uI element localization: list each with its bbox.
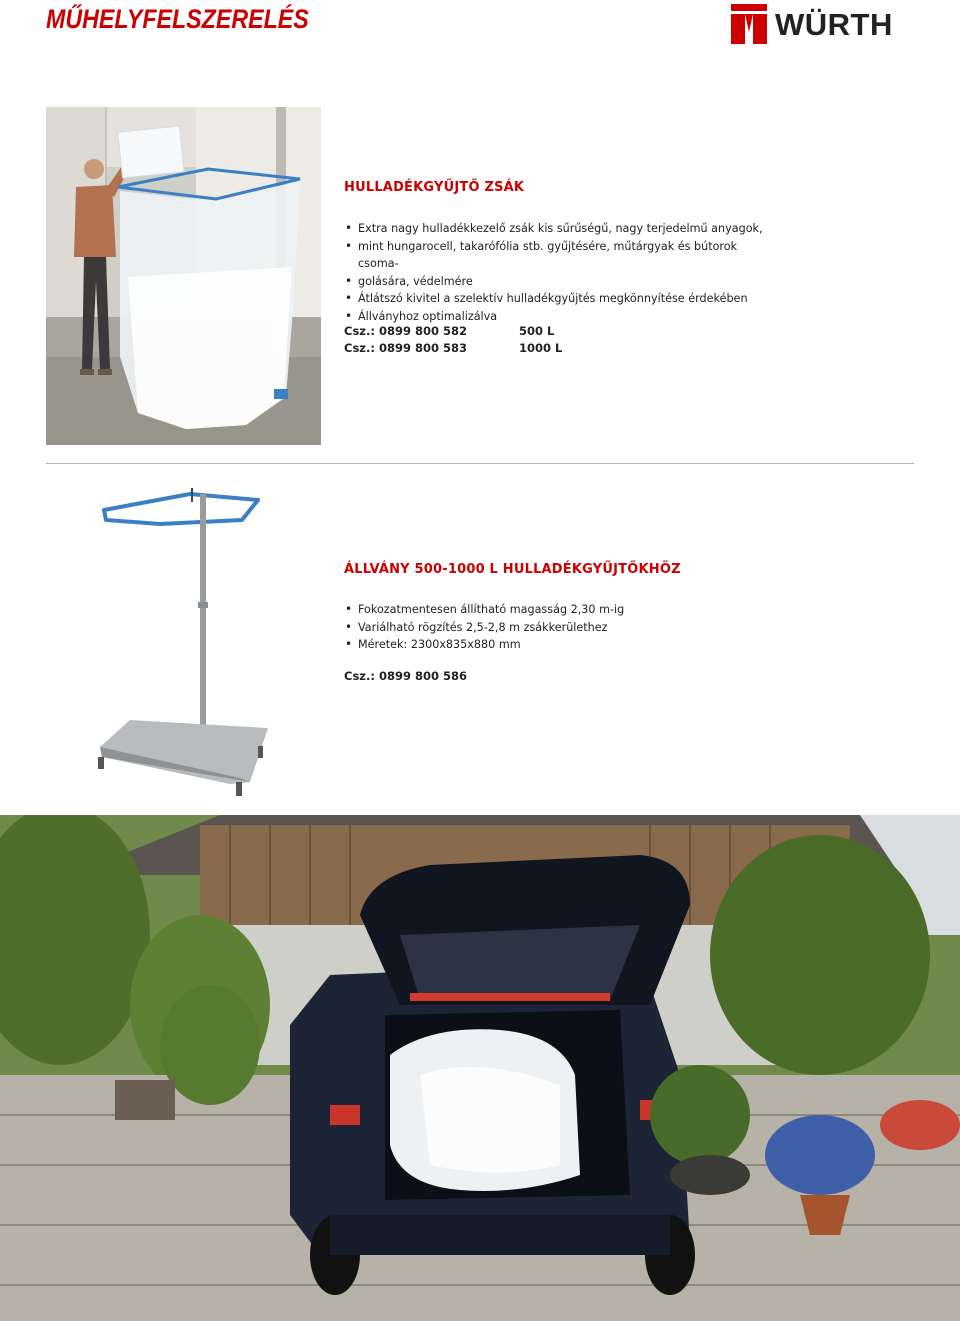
logo-text: WÜRTH xyxy=(775,7,893,42)
product2-code-row xyxy=(344,669,467,683)
product2-bullet-list xyxy=(344,601,774,654)
article-number: Csz.: 0899 800 582 xyxy=(344,324,467,338)
list-item: • Átlátszó kivitel a szelektív hulladékgyűjtés megkönnyítése érdekében xyxy=(344,290,774,308)
list-item: • Variálható rögzítés 2,5-2,8 m zsákkerülethez xyxy=(344,619,774,637)
article-number: Csz.: 0899 800 583 xyxy=(344,341,467,355)
article-number: Csz.: 0899 800 586 xyxy=(344,669,467,683)
list-item: • golására, védelmére xyxy=(344,273,774,291)
wurth-logo-icon xyxy=(731,4,767,44)
product-photo-bag xyxy=(46,107,321,445)
capacity: 1000 L xyxy=(519,341,563,355)
page-title: MŰHELYFELSZERELÉS xyxy=(46,4,309,34)
list-item: • Fokozatmentesen állítható magasság 2,30 m-ig xyxy=(344,601,774,619)
product1-title: HULLADÉKGYŰJTŐ ZSÁK xyxy=(344,180,525,195)
product-photo-stand xyxy=(90,482,275,802)
product2-title: ÁLLVÁNY 500-1000 L HULLADÉKGYŰJTŐKHÖZ xyxy=(344,562,681,577)
usage-photo-car xyxy=(0,815,960,1321)
list-item: • Extra nagy hulladékkezelő zsák kis sűrűségű, nagy terjedelmű anyagok, xyxy=(344,220,774,238)
list-item: • Méretek: 2300x835x880 mm xyxy=(344,636,774,654)
product1-code-row-2 xyxy=(344,341,563,355)
capacity: 500 L xyxy=(519,324,555,338)
list-item: • Állványhoz optimalizálva xyxy=(344,308,774,326)
section-divider xyxy=(46,463,914,464)
list-item: • mint hungarocell, takarófólia stb. gyűjtésére, műtárgyak és bútorok csoma- xyxy=(344,238,774,273)
product1-bullet-list xyxy=(344,220,774,325)
product1-code-row-1 xyxy=(344,324,555,338)
wurth-logo xyxy=(731,4,917,44)
